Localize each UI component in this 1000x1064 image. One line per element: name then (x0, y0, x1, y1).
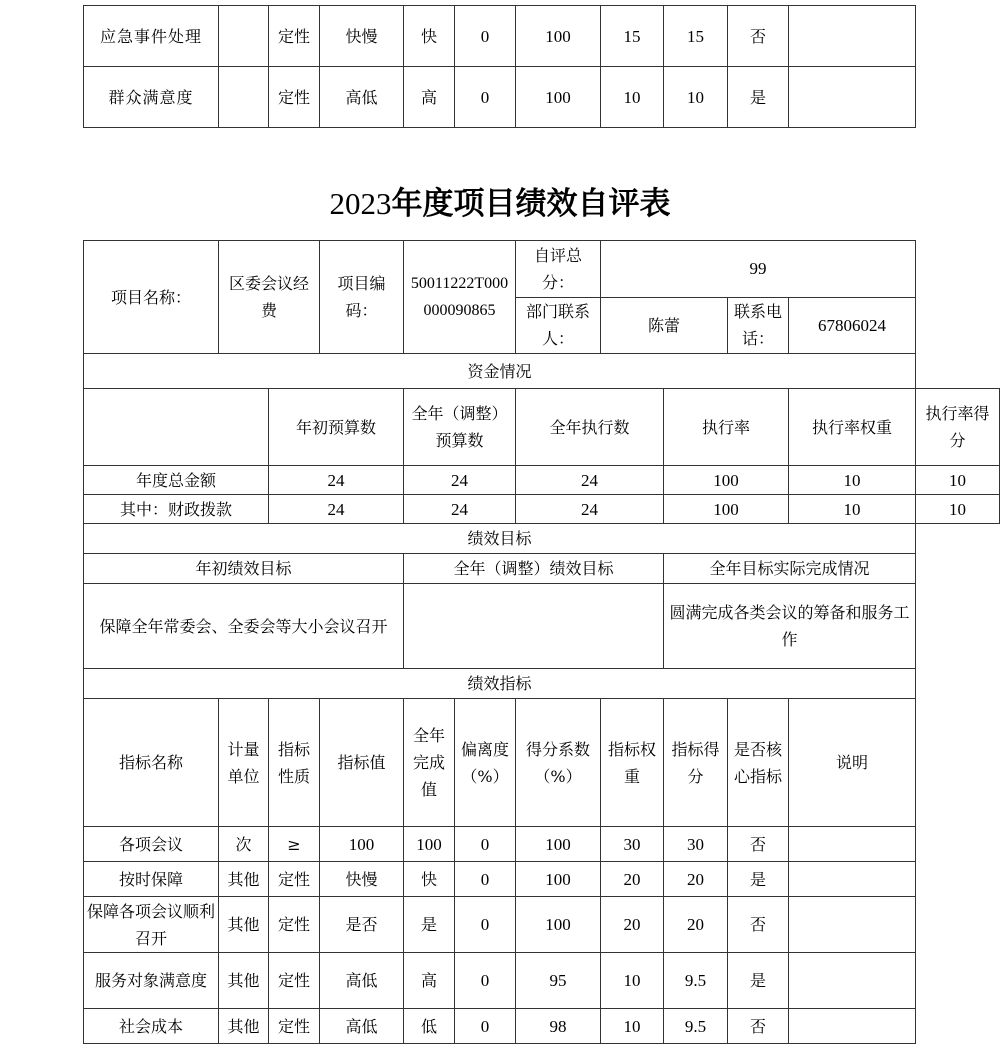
goals-header-adjusted: 全年（调整）绩效目标 (404, 554, 664, 584)
table-row (84, 466, 1000, 495)
indicator-target: 高低 (320, 953, 404, 1009)
indicator-note (789, 6, 916, 67)
indicator-coef: 95 (516, 953, 601, 1009)
indicator-completed: 是 (404, 897, 455, 953)
phone-label: 联系电话： (728, 297, 789, 354)
table-row (84, 67, 916, 128)
self-score-value: 99 (601, 241, 916, 298)
indicator-deviation: 0 (455, 953, 516, 1009)
phone-value: 67806024 (789, 297, 916, 354)
funds-header-rate-score: 执行率得分 (916, 389, 1000, 466)
header-target: 指标值 (320, 699, 404, 827)
indicator-core: 否 (728, 897, 789, 953)
indicator-unit (219, 67, 269, 128)
indicator-weight: 10 (601, 953, 664, 1009)
title-text: 年度项目绩效自评表 (391, 186, 671, 222)
funds-cell: 10 (916, 466, 1000, 495)
indicator-nature: 定性 (269, 67, 320, 128)
indicator-completed: 快 (404, 6, 455, 67)
project-row-1 (84, 241, 1000, 298)
indicator-weight: 20 (601, 897, 664, 953)
indicator-name: 服务对象满意度 (84, 953, 219, 1009)
indicator-target: 100 (320, 827, 404, 862)
indicator-score: 10 (664, 67, 728, 128)
indicators-section-row (84, 669, 1000, 699)
indicator-target: 高低 (320, 67, 404, 128)
indicator-nature: ≥ (269, 827, 320, 862)
indicator-note (789, 953, 916, 1009)
indicator-deviation: 0 (455, 827, 516, 862)
indicator-nature: 定性 (269, 6, 320, 67)
indicator-name: 按时保障 (84, 862, 219, 897)
table-row (84, 827, 1000, 862)
funds-header-blank (84, 389, 269, 466)
goal-actual-text: 圆满完成各类会议的筹备和服务工作 (664, 584, 916, 669)
indicator-completed: 100 (404, 827, 455, 862)
indicator-completed: 高 (404, 67, 455, 128)
header-deviation: 偏离度（%） (455, 699, 516, 827)
header-unit: 计量单位 (219, 699, 269, 827)
contact-label: 部门联系人： (516, 297, 601, 354)
goal-initial-text: 保障全年常委会、全委会等大小会议召开 (84, 584, 404, 669)
funds-cell: 10 (916, 495, 1000, 524)
title-year: 2023 (329, 186, 392, 221)
header-indicator-name: 指标名称 (84, 699, 219, 827)
header-score: 指标得分 (664, 699, 728, 827)
funds-cell: 100 (664, 466, 789, 495)
indicator-core: 否 (728, 1009, 789, 1044)
indicator-nature: 定性 (269, 953, 320, 1009)
evaluation-table (83, 240, 1000, 1044)
funds-cell: 24 (269, 495, 404, 524)
indicator-target: 高低 (320, 1009, 404, 1044)
indicator-coef: 100 (516, 6, 601, 67)
header-weight: 指标权重 (601, 699, 664, 827)
indicator-score: 20 (664, 897, 728, 953)
table-row (84, 6, 916, 67)
indicator-weight: 20 (601, 862, 664, 897)
indicator-deviation: 0 (455, 897, 516, 953)
header-nature: 指标性质 (269, 699, 320, 827)
indicator-nature: 定性 (269, 1009, 320, 1044)
goals-header-actual: 全年目标实际完成情况 (664, 554, 916, 584)
indicator-coef: 100 (516, 67, 601, 128)
table-row (84, 953, 1000, 1009)
indicator-deviation: 0 (455, 862, 516, 897)
funds-cell: 24 (404, 495, 516, 524)
funds-row-label: 其中：财政拨款 (84, 495, 269, 524)
indicator-coef: 100 (516, 862, 601, 897)
funds-header-initial: 年初预算数 (269, 389, 404, 466)
funds-cell: 24 (404, 466, 516, 495)
goals-header-row (84, 554, 1000, 584)
indicator-completed: 高 (404, 953, 455, 1009)
indicator-unit: 其他 (219, 862, 269, 897)
project-name-value: 区委会议经费 (219, 241, 320, 354)
indicator-coef: 100 (516, 827, 601, 862)
indicators-header-row (84, 699, 1000, 827)
indicator-score: 20 (664, 862, 728, 897)
indicator-name: 应急事件处理 (84, 6, 219, 67)
funds-header-rate: 执行率 (664, 389, 789, 466)
funds-header-executed: 全年执行数 (516, 389, 664, 466)
indicator-weight: 10 (601, 67, 664, 128)
indicators-section-title: 绩效指标 (84, 669, 916, 699)
indicator-target: 是否 (320, 897, 404, 953)
goals-header-initial: 年初绩效目标 (84, 554, 404, 584)
indicator-score: 30 (664, 827, 728, 862)
table-row (84, 495, 1000, 524)
funds-cell: 24 (516, 495, 664, 524)
project-name-label: 项目名称： (84, 241, 219, 354)
indicator-weight: 15 (601, 6, 664, 67)
indicator-note (789, 862, 916, 897)
goal-adjusted-text (404, 584, 664, 669)
indicator-score: 9.5 (664, 1009, 728, 1044)
indicator-name: 群众满意度 (84, 67, 219, 128)
indicator-nature: 定性 (269, 862, 320, 897)
header-coef: 得分系数（%） (516, 699, 601, 827)
table-row (84, 1009, 1000, 1044)
header-note: 说明 (789, 699, 916, 827)
goals-section-row (84, 524, 1000, 554)
funds-cell: 10 (789, 495, 916, 524)
indicator-unit: 其他 (219, 953, 269, 1009)
indicator-core: 是 (728, 953, 789, 1009)
indicator-target: 快慢 (320, 862, 404, 897)
indicator-core: 否 (728, 6, 789, 67)
indicator-name: 保障各项会议顺利召开 (84, 897, 219, 953)
indicator-completed: 快 (404, 862, 455, 897)
funds-cell: 100 (664, 495, 789, 524)
indicator-note (789, 67, 916, 128)
indicator-deviation: 0 (455, 1009, 516, 1044)
table-row (84, 862, 1000, 897)
indicator-note (789, 897, 916, 953)
page-title (0, 182, 1000, 226)
indicator-core: 否 (728, 827, 789, 862)
funds-row-label: 年度总金额 (84, 466, 269, 495)
indicator-weight: 10 (601, 1009, 664, 1044)
indicator-name: 各项会议 (84, 827, 219, 862)
funds-section-row (84, 354, 1000, 389)
indicator-unit: 次 (219, 827, 269, 862)
indicator-deviation: 0 (455, 6, 516, 67)
project-code-value: 50011222T000000090865 (404, 241, 516, 354)
header-core: 是否核心指标 (728, 699, 789, 827)
goals-section-title: 绩效目标 (84, 524, 916, 554)
project-code-label: 项目编码： (320, 241, 404, 354)
indicator-coef: 98 (516, 1009, 601, 1044)
indicator-core: 是 (728, 862, 789, 897)
self-score-label: 自评总分： (516, 241, 601, 298)
header-completed: 全年完成值 (404, 699, 455, 827)
indicator-coef: 100 (516, 897, 601, 953)
contact-value: 陈蕾 (601, 297, 728, 354)
funds-header-row (84, 389, 1000, 466)
indicator-nature: 定性 (269, 897, 320, 953)
indicator-unit: 其他 (219, 897, 269, 953)
indicator-unit: 其他 (219, 1009, 269, 1044)
funds-cell: 10 (789, 466, 916, 495)
funds-section-title: 资金情况 (84, 354, 916, 389)
funds-cell: 24 (516, 466, 664, 495)
indicator-weight: 30 (601, 827, 664, 862)
indicator-unit (219, 6, 269, 67)
indicator-note (789, 1009, 916, 1044)
funds-header-adjusted: 全年（调整）预算数 (404, 389, 516, 466)
funds-cell: 24 (269, 466, 404, 495)
indicator-name: 社会成本 (84, 1009, 219, 1044)
indicator-score: 9.5 (664, 953, 728, 1009)
indicator-core: 是 (728, 67, 789, 128)
indicator-deviation: 0 (455, 67, 516, 128)
previous-indicator-table (83, 5, 916, 128)
indicator-target: 快慢 (320, 6, 404, 67)
indicator-note (789, 827, 916, 862)
table-row (84, 897, 1000, 953)
funds-header-rate-weight: 执行率权重 (789, 389, 916, 466)
indicator-completed: 低 (404, 1009, 455, 1044)
indicator-score: 15 (664, 6, 728, 67)
goals-value-row (84, 584, 1000, 669)
